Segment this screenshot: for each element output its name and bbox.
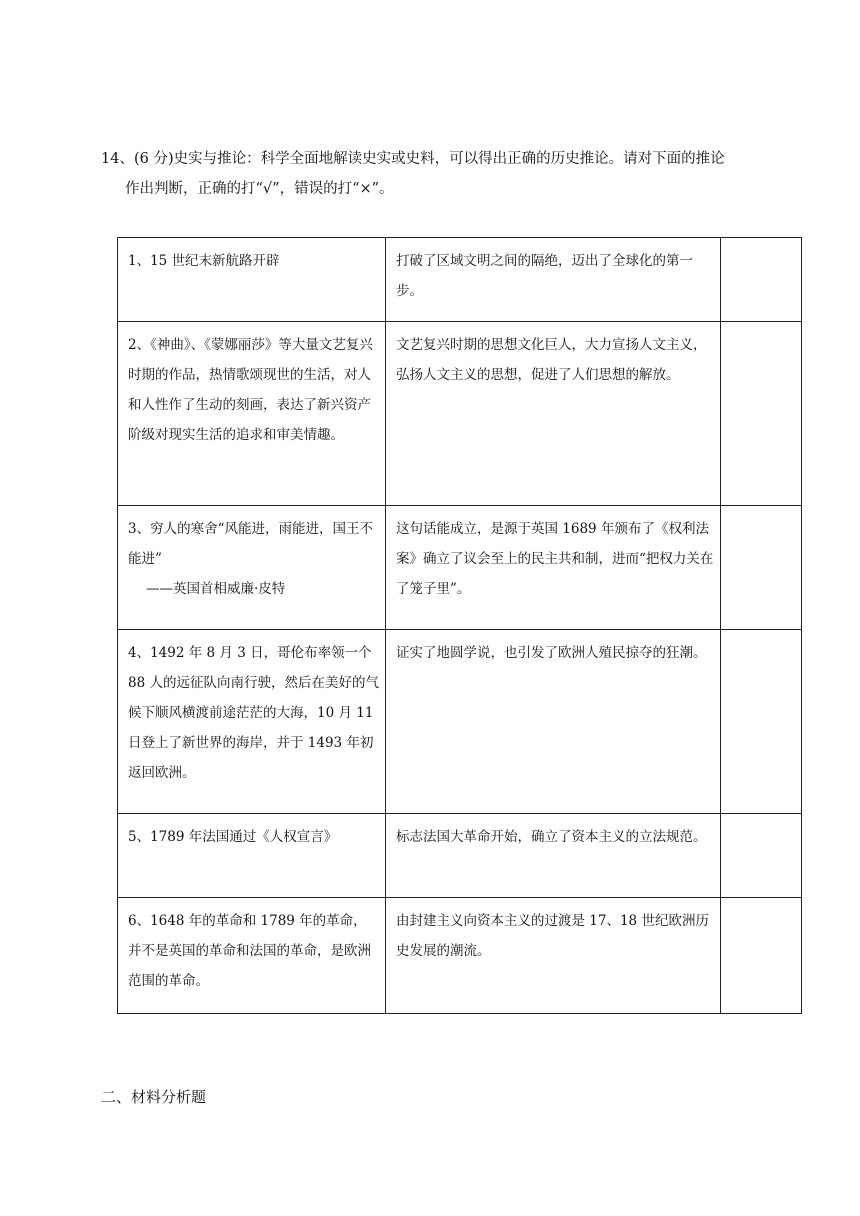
inference-cell: 标志法国大革命开始，确立了资本主义的立法规范。 xyxy=(386,814,721,898)
answer-cell[interactable] xyxy=(721,898,802,1014)
question-stem-line2: 作出判断，正确的打“√”，错误的打“×”。 xyxy=(125,181,394,197)
answer-cell[interactable] xyxy=(721,814,802,898)
inference-cell: 证实了地圆学说，也引发了欧洲人殖民掠夺的狂潮。 xyxy=(386,630,721,814)
question-14 xyxy=(101,144,781,204)
judgment-table xyxy=(117,237,802,1014)
inference-cell: 文艺复兴时期的思想文化巨人，大力宣扬人文主义，弘扬人文主义的思想，促进了人们思想的解放。 xyxy=(386,322,721,506)
inference-cell: 由封建主义向资本主义的过渡是 17、18 世纪欧洲历史发展的潮流。 xyxy=(386,898,721,1014)
fact-cell xyxy=(118,506,386,630)
fact-cell: 4、1492 年 8 月 3 日，哥伦布率领一个 88 人的远征队向南行驶，然后在美好的气候下顺风横渡前途茫茫的大海，10 月 11 日登上了新世界的海岸，并于 1493 年初返回欧洲。 xyxy=(118,630,386,814)
fact-text: 3、穷人的寒舍“风能进，雨能进，国王不能进” xyxy=(128,521,373,567)
fact-cell: 6、1648 年的革命和 1789 年的革命，并不是英国的革命和法国的革命，是欧洲范围的革命。 xyxy=(118,898,386,1014)
table-row xyxy=(118,238,802,322)
fact-cell: 2、《神曲》、《蒙娜丽莎》等大量文艺复兴时期的作品，热情歌颂现世的生活，对人和人性作了生动的刻画，表达了新兴资产阶级对现实生活的追求和审美情趣。 xyxy=(118,322,386,506)
table-row xyxy=(118,322,802,506)
inference-cell: 打破了区域文明之间的隔绝，迈出了全球化的第一步。 xyxy=(386,238,721,322)
answer-cell[interactable] xyxy=(721,630,802,814)
table-row xyxy=(118,506,802,630)
table-row xyxy=(118,898,802,1014)
question-stem-line1: 14、(6 分)史实与推论：科学全面地解读史实或史料，可以得出正确的历史推论。请对下面的推论 xyxy=(101,151,725,167)
fact-cell: 1、15 世纪末新航路开辟 xyxy=(118,238,386,322)
section-heading: 二、材料分析题 xyxy=(101,1088,207,1106)
answer-cell[interactable] xyxy=(721,322,802,506)
table-row xyxy=(118,814,802,898)
answer-cell[interactable] xyxy=(721,506,802,630)
fact-source: ——英国首相威廉·皮特 xyxy=(146,581,286,597)
fact-cell: 5、1789 年法国通过《人权宣言》 xyxy=(118,814,386,898)
answer-cell[interactable] xyxy=(721,238,802,322)
inference-cell: 这句话能成立，是源于英国 1689 年颁布了《权利法案》确立了议会至上的民主共和制，进而“把权力关在了笼子里”。 xyxy=(386,506,721,630)
table-row xyxy=(118,630,802,814)
